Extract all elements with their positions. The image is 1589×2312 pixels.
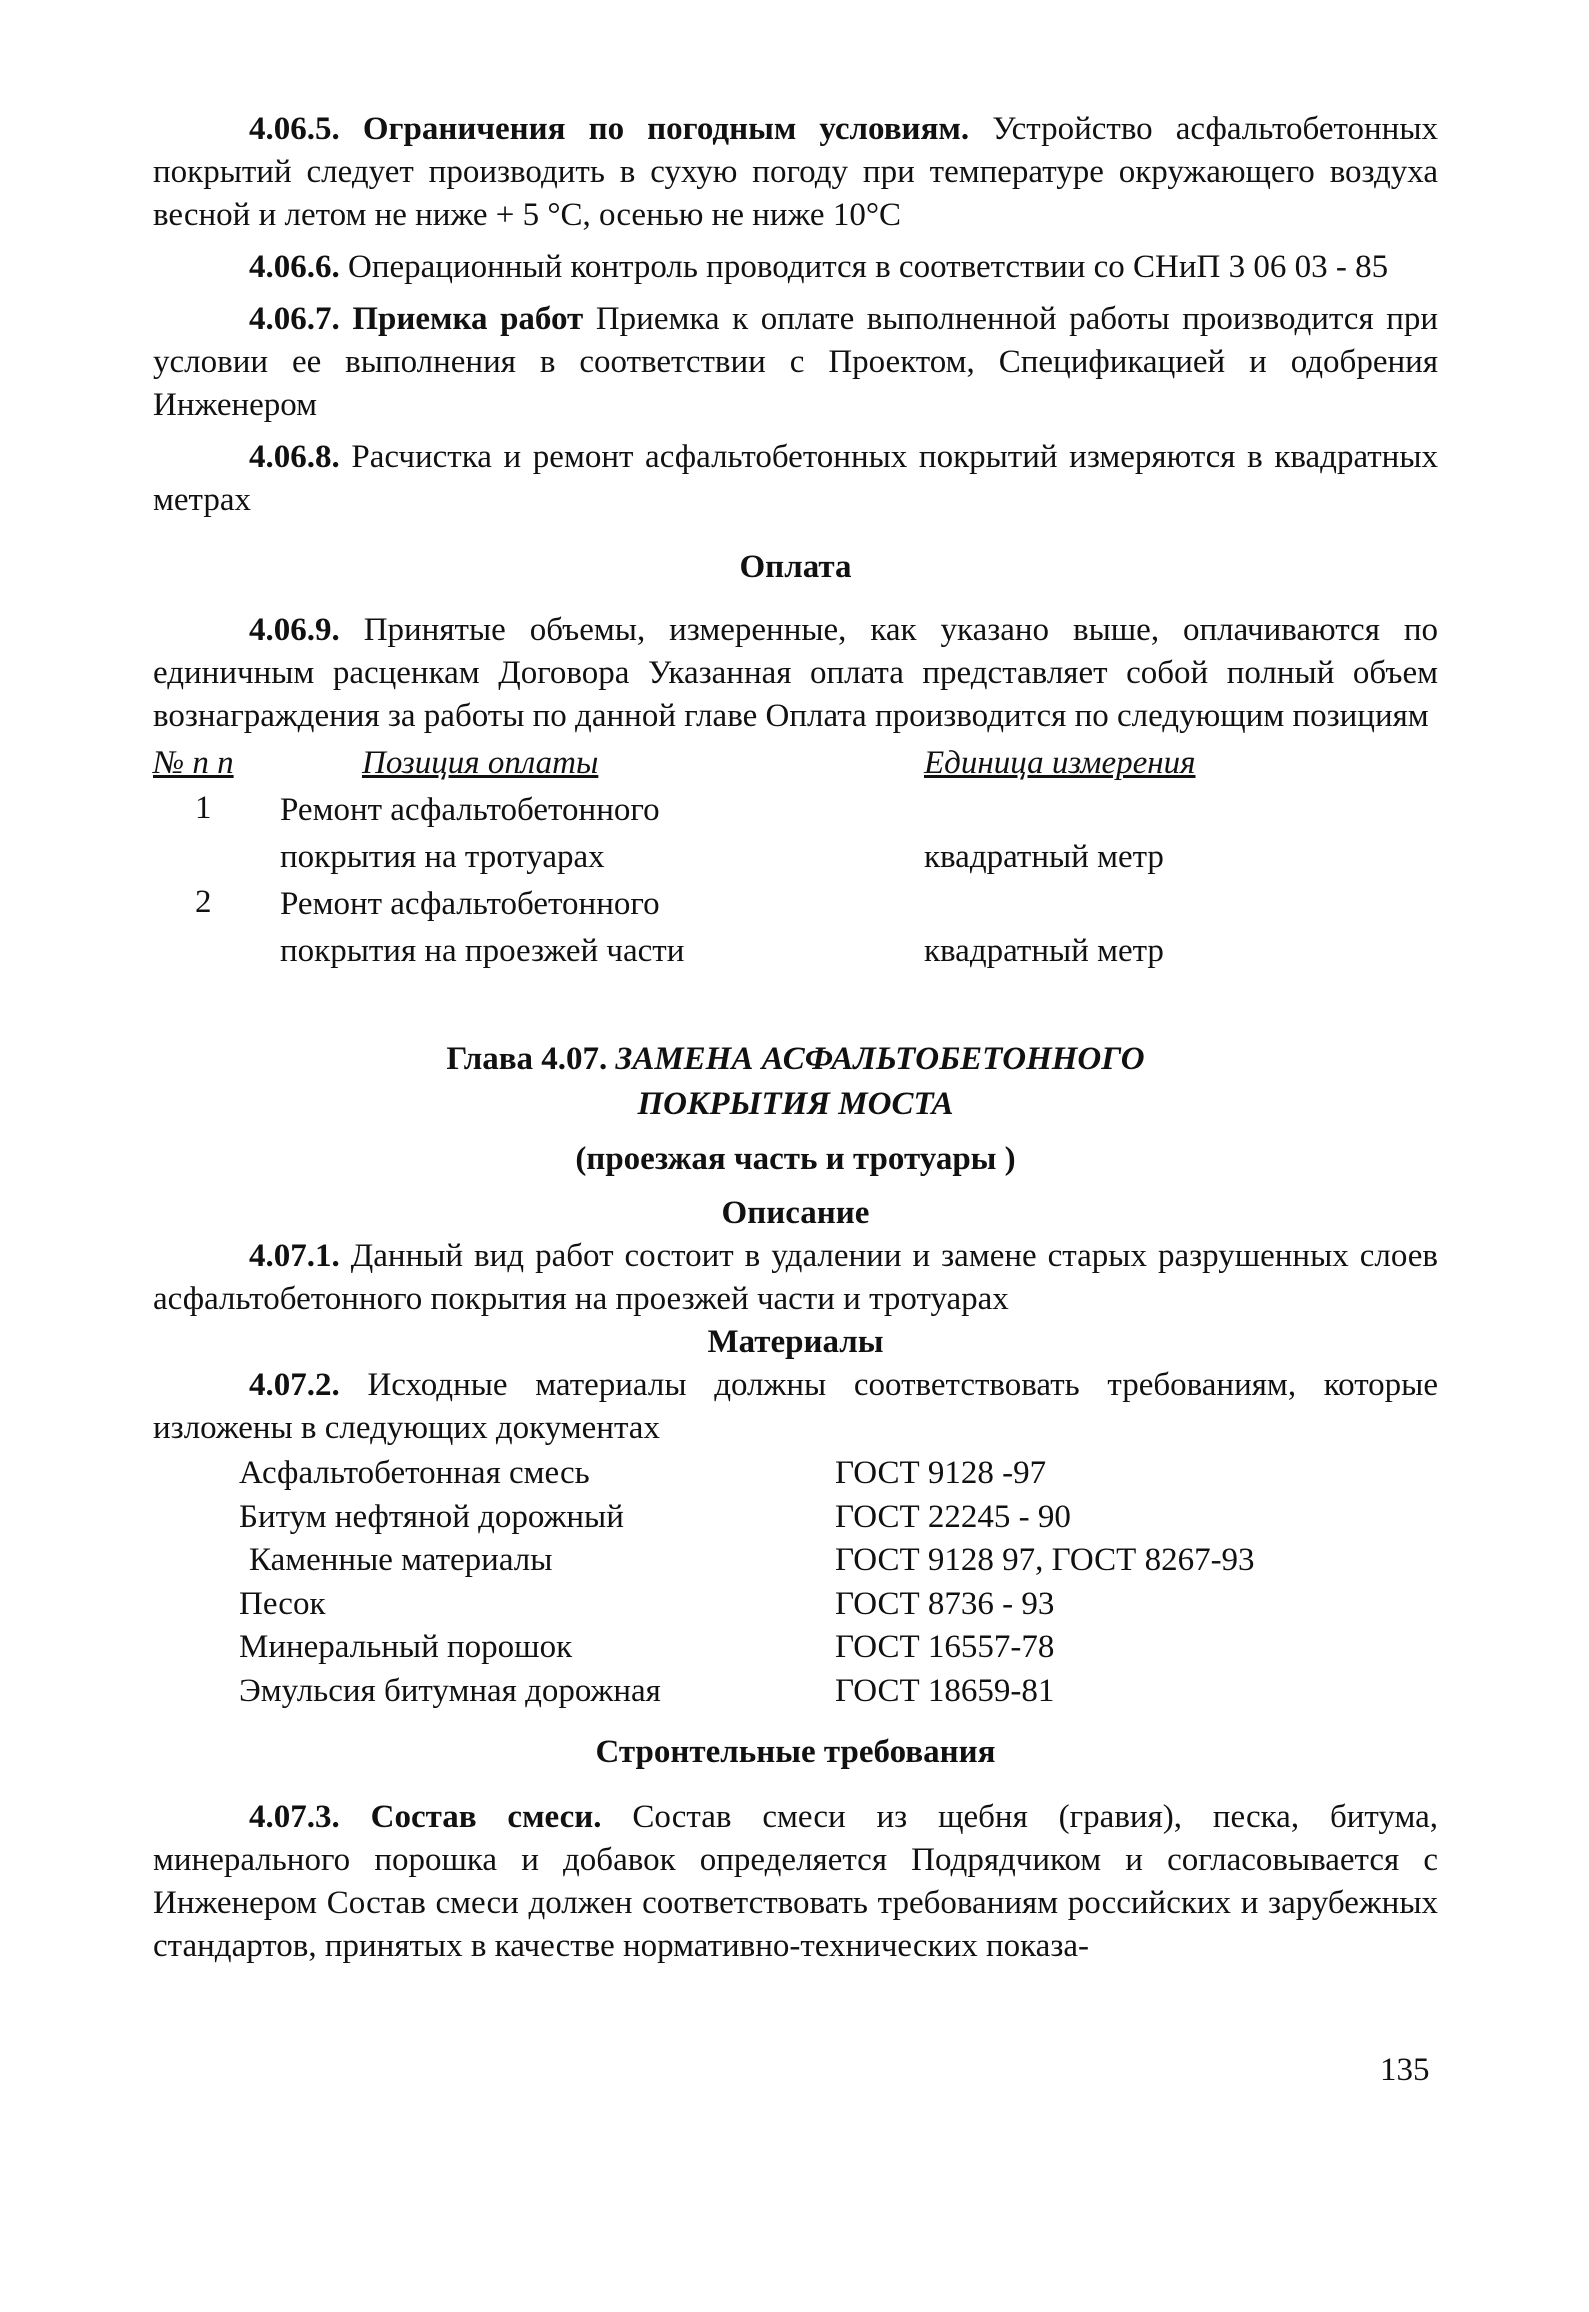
clause-title: Приемка работ bbox=[352, 301, 584, 337]
material-name: Минеральный порошок bbox=[239, 1629, 573, 1665]
heading-construction-requirements: Стронтельные требования bbox=[595, 1734, 996, 1770]
document-page bbox=[153, 108, 1438, 1968]
chapter-subtitle: (проезжая часть и тротуары ) bbox=[575, 1141, 1016, 1177]
row-number: 1 bbox=[195, 790, 212, 826]
header-position: Позиция оплаты bbox=[362, 745, 599, 781]
clause-text: Расчистка и ремонт асфальтобетонных покрытий измеряются в квадратных метрах bbox=[153, 439, 1438, 518]
clause-number: 4.06.9. bbox=[249, 612, 340, 648]
list-item bbox=[153, 1539, 1438, 1583]
payment-table bbox=[153, 740, 1438, 975]
materials-list bbox=[153, 1452, 1438, 1713]
clause-number: 4.07.2. bbox=[249, 1367, 340, 1403]
paragraph-4-06-9 bbox=[153, 609, 1438, 738]
paragraph-4-06-6 bbox=[153, 246, 1438, 289]
material-name: Каменные материалы bbox=[249, 1542, 553, 1578]
clause-number: 4.06.6. bbox=[249, 249, 340, 285]
material-name: Эмульсия битумная дорожная bbox=[239, 1672, 661, 1709]
clause-text: Устройство асфальтобетонных покрытий следует производить в сухую погоду при температуре окружающего воздуха весной и летом не ниже + 5 °С, осенью не ниже 10°С bbox=[153, 111, 1439, 233]
material-name: Песок bbox=[239, 1585, 326, 1622]
list-item bbox=[153, 1452, 1438, 1496]
paragraph-4-07-3 bbox=[153, 1796, 1438, 1968]
paragraph-4-06-7 bbox=[153, 298, 1438, 427]
chapter-prefix: Глава 4.07. bbox=[446, 1041, 616, 1077]
list-item bbox=[153, 1670, 1438, 1714]
row-position-line1: Ремонт асфальтобетонного bbox=[280, 886, 660, 922]
list-item bbox=[153, 1626, 1438, 1670]
row-position-line2: покрытия на тротуарах bbox=[280, 839, 605, 875]
material-standard: ГОСТ 22245 - 90 bbox=[835, 1498, 1071, 1535]
material-name: Битум нефтяной дорожный bbox=[239, 1498, 624, 1535]
clause-text: Принятые объемы, измеренные, как указано выше, оплачиваются по единичным расценкам Договора Указанная оплата представляет собой полный объем вознаграждения за работы по данной главе Оплата производится по следующим позициям bbox=[153, 612, 1438, 734]
chapter-title-line2: ПОКРЫТИЯ МОСТА bbox=[637, 1086, 954, 1122]
clause-number: 4.07.1. bbox=[249, 1238, 340, 1274]
header-unit: Единица измерения bbox=[924, 745, 1196, 781]
clause-text: Исходные материалы должны соответствовать требованиям, которые изложены в следующих документах bbox=[153, 1367, 1438, 1446]
row-position-line1: Ремонт асфальтобетонного bbox=[280, 792, 660, 828]
row-position-line2: покрытия на проезжей части bbox=[280, 933, 685, 969]
material-name: Асфальтобетонная смесь bbox=[239, 1455, 590, 1491]
table-row bbox=[153, 881, 1438, 975]
row-unit: квадратный метр bbox=[924, 839, 1164, 875]
clause-text: Приемка к оплате выполненной работы производится при условии ее выполнения в соответствии с Проектом, Спецификацией и одобрения Инженером bbox=[153, 301, 1439, 423]
material-standard: ГОСТ 8736 - 93 bbox=[835, 1585, 1055, 1622]
paragraph-4-06-5 bbox=[153, 108, 1438, 237]
clause-number: 4.06.8. bbox=[249, 439, 340, 475]
chapter-title-line1: ЗАМЕНА АСФАЛЬТОБЕТОННОГО bbox=[615, 1041, 1145, 1077]
heading-payment: Оплата bbox=[739, 549, 852, 585]
clause-title: Состав смеси. bbox=[370, 1799, 602, 1835]
clause-number: 4.07.3. bbox=[249, 1799, 340, 1835]
material-standard: ГОСТ 9128 -97 bbox=[835, 1455, 1047, 1491]
clause-text: Данный вид работ состоит в удалении и замене старых разрушенных слоев асфальтобетонного покрытия на проезжей части и тротуарах bbox=[153, 1238, 1438, 1317]
list-item bbox=[153, 1583, 1438, 1627]
paragraph-4-06-8 bbox=[153, 436, 1438, 522]
list-item bbox=[153, 1496, 1438, 1540]
material-standard: ГОСТ 16557-78 bbox=[835, 1629, 1055, 1665]
row-number: 2 bbox=[195, 884, 212, 920]
clause-title: Ограничения по погодным условиям. bbox=[362, 111, 970, 147]
page-number: 135 bbox=[1380, 2052, 1430, 2088]
heading-description: Описание bbox=[721, 1195, 870, 1231]
chapter-heading bbox=[153, 1037, 1438, 1182]
paragraph-4-07-1 bbox=[153, 1235, 1438, 1321]
material-standard: ГОСТ 18659-81 bbox=[835, 1672, 1055, 1709]
payment-table-header bbox=[153, 740, 1438, 787]
clause-text: Состав смеси из щебня (гравия), песка, битума, минерального порошка и добавок определяется Подрядчиком и согласовывается с Инженером Состав смеси должен соответствовать требованиям российских и зарубежных стандартов, принятых в качестве нормативно-технических показа- bbox=[153, 1799, 1439, 1964]
table-row bbox=[153, 787, 1438, 881]
header-number: № п п bbox=[153, 745, 234, 781]
clause-number: 4.06.5. bbox=[249, 111, 340, 147]
heading-materials: Материалы bbox=[707, 1324, 884, 1360]
clause-number: 4.06.7. bbox=[249, 301, 340, 337]
clause-text: Операционный контроль проводится в соответствии со СНиП 3 06 03 - 85 bbox=[339, 249, 1389, 285]
row-unit: квадратный метр bbox=[924, 933, 1164, 969]
paragraph-4-07-2 bbox=[153, 1364, 1438, 1450]
material-standard: ГОСТ 9128 97, ГОСТ 8267-93 bbox=[835, 1542, 1255, 1578]
